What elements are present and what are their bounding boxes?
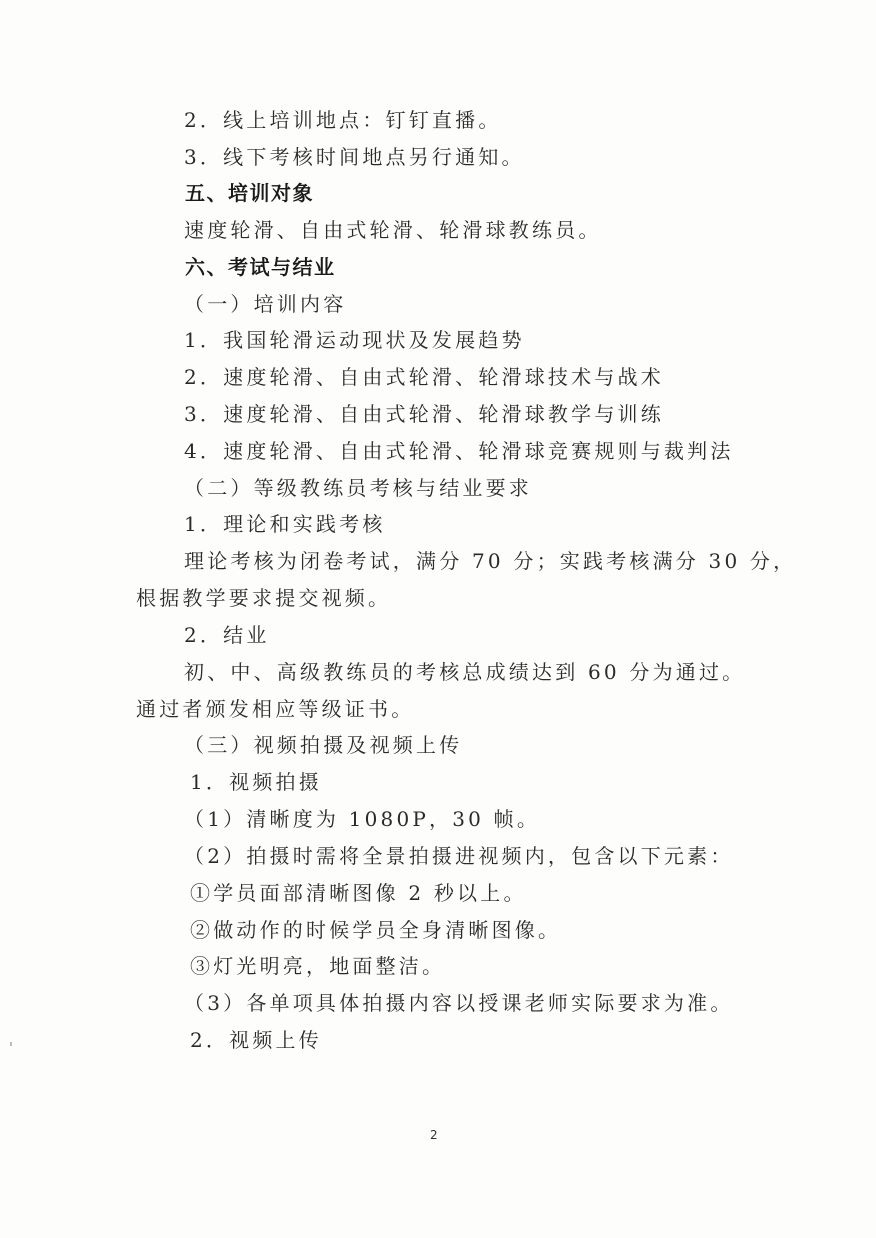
text-line: 初、中、高级教练员的考核总成绩达到 60 分为通过。: [184, 660, 746, 684]
section-heading: 五、培训对象: [185, 181, 314, 205]
text-line: （2）拍摄时需将全景拍摄进视频内，包含以下元素：: [184, 844, 734, 868]
text-line: ③灯光明亮，地面整洁。: [190, 954, 446, 978]
text-line: 通过者颁发相应等级证书。: [136, 697, 415, 721]
section-heading: 六、考试与结业: [185, 255, 336, 279]
text-line: 3．速度轮滑、自由式轮滑、轮滑球教学与训练: [184, 402, 664, 426]
text-line: 2．速度轮滑、自由式轮滑、轮滑球技术与战术: [184, 365, 664, 389]
text-line: 理论考核为闭卷考试，满分 70 分；实践考核满分 30 分，: [184, 549, 797, 573]
text-line: 2．结业: [184, 623, 270, 647]
subsection-heading: （二）等级教练员考核与结业要求: [184, 476, 532, 500]
page-number: 2: [430, 1128, 438, 1142]
text-line: 1．我国轮滑运动现状及发展趋势: [184, 328, 525, 352]
text-line: 1．理论和实践考核: [184, 512, 386, 536]
subsection-heading: （一）培训内容: [184, 292, 347, 316]
text-line: （1）清晰度为 1080P，30 帧。: [184, 807, 541, 831]
text-line: 速度轮滑、自由式轮滑、轮滑球教练员。: [184, 218, 602, 242]
text-line: 2．视频上传: [190, 1028, 322, 1052]
text-line: 4．速度轮滑、自由式轮滑、轮滑球竞赛规则与裁判法: [184, 439, 734, 463]
text-line: ②做动作的时候学员全身清晰图像。: [190, 918, 562, 942]
text-line: 1．视频拍摄: [190, 770, 322, 794]
text-line: 2．线上培训地点：钉钉直播。: [184, 108, 502, 132]
subsection-heading: （三）视频拍摄及视频上传: [184, 733, 463, 757]
text-line: 3．线下考核时间地点另行通知。: [184, 145, 525, 169]
text-line: 根据教学要求提交视频。: [136, 586, 392, 610]
scan-speck: [10, 1042, 12, 1046]
text-line: ①学员面部清晰图像 2 秒以上。: [190, 881, 527, 905]
text-line: （3）各单项具体拍摄内容以授课老师实际要求为准。: [184, 991, 734, 1015]
